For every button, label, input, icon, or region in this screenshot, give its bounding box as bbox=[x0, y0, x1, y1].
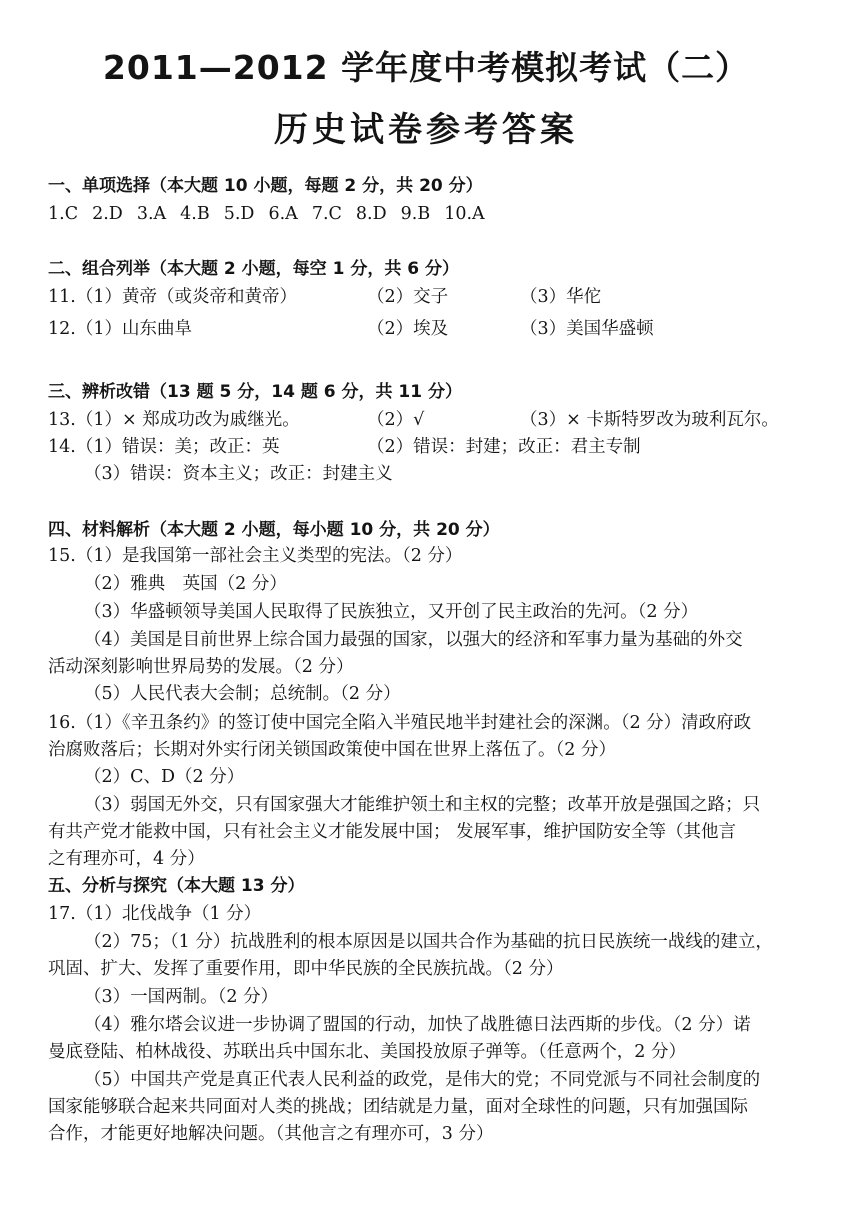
q16-part3-line2: 有共产党才能救中国，只有社会主义才能发展中国； 发展军事，维护国防安全等（其他言 bbox=[48, 822, 737, 842]
q17-part5-line1: （5）中国共产党是真正代表人民利益的政党，是伟大的党；不同党派与不同社会制度的 bbox=[84, 1070, 761, 1090]
q16-part1-line1: 16.（1）《辛丑条约》的签订使中国完全陷入半殖民地半封建社会的深渊。（2 分）清政府政 bbox=[48, 713, 752, 733]
answer-8: 8.D bbox=[355, 204, 387, 224]
q14-part2: （2）错误：封建；改正：君主专制 bbox=[367, 437, 641, 457]
answer-1: 1.C bbox=[48, 204, 79, 224]
q17-part2-line2: 巩固、扩大、发挥了重要作用，即中华民族的全民族抗战。（2 分） bbox=[48, 959, 564, 979]
section-2-heading: 二、组合列举（本大题 2 小题，每空 1 分，共 6 分） bbox=[48, 259, 459, 279]
q17-part4-line1: （4）雅尔塔会议进一步协调了盟国的行动，加快了战胜德日法西斯的步伐。（2 分）诺 bbox=[84, 1015, 751, 1035]
section-3-heading: 三、辨析改错（13 题 5 分，14 题 6 分，共 11 分） bbox=[48, 382, 462, 402]
q15-part5: （5）人民代表大会制；总统制。（2 分） bbox=[84, 684, 401, 704]
q16-part1-line2: 治腐败落后；长期对外实行闭关锁国政策使中国在世界上落伍了。（2 分） bbox=[48, 740, 616, 760]
q13-part3: （3）× 卡斯特罗改为玻利瓦尔。 bbox=[520, 410, 779, 430]
q14-part3: （3）错误：资本主义；改正：封建主义 bbox=[84, 464, 393, 484]
answer-2: 2.D bbox=[92, 204, 123, 224]
answer-6: 6.A bbox=[268, 204, 298, 224]
section-1-heading: 一、单项选择（本大题 10 小题，每题 2 分，共 20 分） bbox=[48, 176, 483, 196]
q15-part1: 15.（1）是我国第一部社会主义类型的宪法。（2 分） bbox=[48, 546, 463, 566]
section-4-heading: 四、材料解析（本大题 2 小题，每小题 10 分，共 20 分） bbox=[48, 520, 500, 540]
q11-part1: 11.（1）黄帝（或炎帝和黄帝） bbox=[48, 287, 297, 307]
q16-part3-line3: 之有理亦可，4 分） bbox=[48, 849, 205, 869]
q14-part1: 14.（1）错误：美；改正：英 bbox=[48, 437, 280, 457]
answer-3: 3.A bbox=[136, 204, 167, 224]
q15-part4-line2: 活动深刻影响世界局势的发展。（2 分） bbox=[48, 657, 354, 677]
q15-part2: （2）雅典 英国（2 分） bbox=[84, 574, 287, 594]
q17-part4-line2: 曼底登陆、柏林战役、苏联出兵中国东北、美国投放原子弹等。（任意两个，2 分） bbox=[48, 1042, 686, 1062]
q17-part3: （3）一国两制。（2 分） bbox=[84, 987, 279, 1007]
q12-part3: （3）美国华盛顿 bbox=[520, 319, 654, 339]
q11-part3: （3）华佗 bbox=[520, 287, 602, 307]
q17-part5-line3: 合作，才能更好地解决问题。（其他言之有理亦可，3 分） bbox=[48, 1124, 494, 1144]
document-title: 2011—2012 学年度中考模拟考试（二） bbox=[102, 48, 750, 87]
section-5-heading: 五、分析与探究（本大题 13 分） bbox=[48, 876, 305, 896]
q17-part1: 17.（1）北伐战争（1 分） bbox=[48, 904, 262, 924]
answer-4: 4.B bbox=[180, 204, 210, 224]
document-subtitle: 历史试卷参考答案 bbox=[274, 110, 578, 150]
q15-part3: （3）华盛顿领导美国人民取得了民族独立，又开创了民主政治的先河。（2 分） bbox=[84, 602, 699, 622]
q13-part2: （2）√ bbox=[367, 410, 425, 430]
q12-part1: 12.（1）山东曲阜 bbox=[48, 319, 192, 339]
q13-part1: 13.（1）× 郑成功改为戚继光。 bbox=[48, 410, 300, 430]
q17-part2-line1: （2）75；（1 分）抗战胜利的根本原因是以国共合作为基础的抗日民族统一战线的建立， bbox=[84, 932, 773, 952]
q17-part5-line2: 国家能够联合起来共同面对人类的挑战；团结就是力量，面对全球性的问题，只有加强国际 bbox=[48, 1097, 748, 1117]
answer-10: 10.A bbox=[444, 204, 485, 224]
answer-7: 7.C bbox=[311, 204, 342, 224]
q12-part2: （2）埃及 bbox=[367, 319, 449, 339]
answer-5: 5.D bbox=[223, 204, 255, 224]
answer-9: 9.B bbox=[400, 204, 431, 224]
mcq-answers bbox=[48, 203, 499, 225]
q11-part2: （2）交子 bbox=[367, 287, 449, 307]
q15-part4-line1: （4）美国是目前世界上综合国力最强的国家，以强大的经济和军事力量为基础的外交 bbox=[84, 630, 743, 650]
q16-part2: （2）C、D（2 分） bbox=[84, 767, 245, 787]
q16-part3-line1: （3）弱国无外交，只有国家强大才能维护领土和主权的完整；改革开放是强国之路；只 bbox=[84, 795, 761, 815]
